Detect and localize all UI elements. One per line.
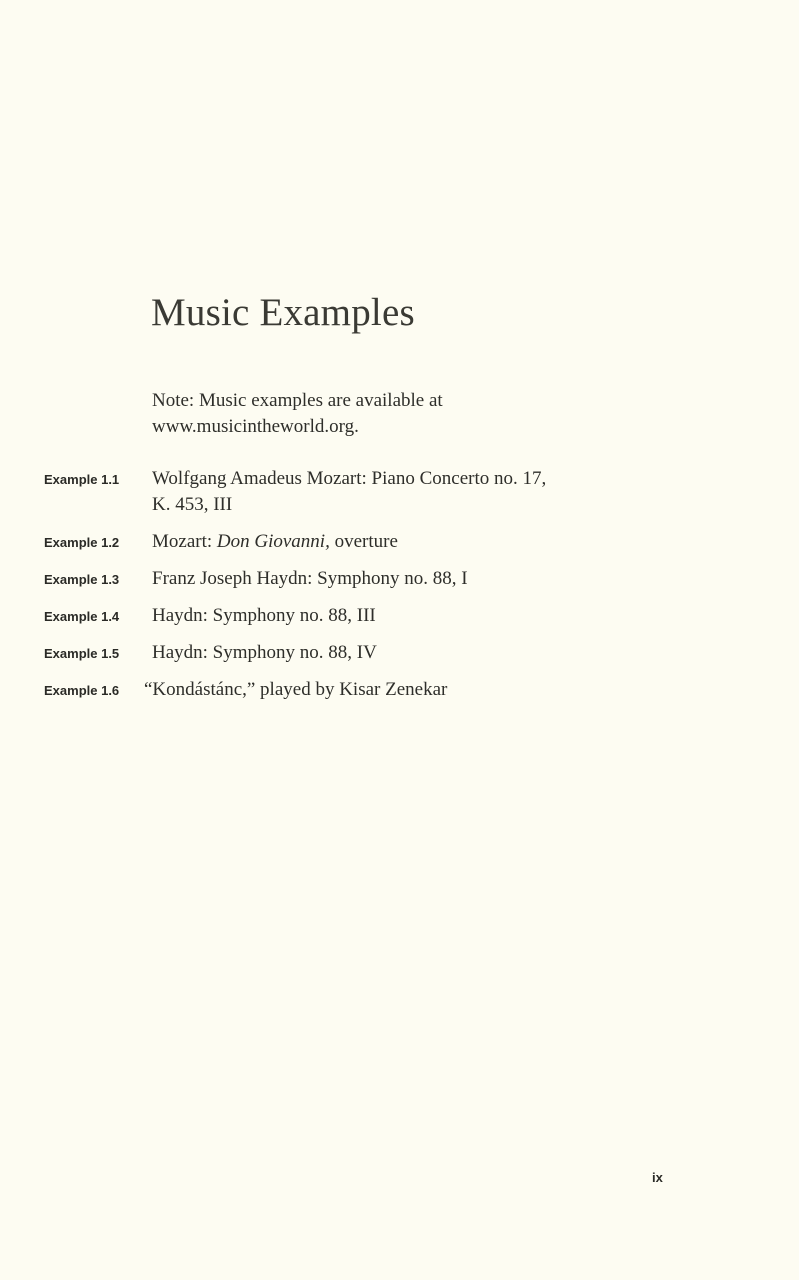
example-title: Franz Joseph Haydn: Symphony no. 88, I xyxy=(152,568,468,589)
example-title: “Kondástánc,” played by Kisar Zenekar xyxy=(144,679,448,700)
example-title-line: K. 453, III xyxy=(152,494,233,515)
note-line: Note: Music examples are available at xyxy=(152,390,443,411)
example-title-prefix: Mozart: xyxy=(152,531,217,552)
example-title xyxy=(152,529,612,555)
example-list xyxy=(0,466,799,714)
page-title: Music Examples xyxy=(151,291,415,334)
availability-note xyxy=(152,388,612,440)
example-title xyxy=(152,466,612,518)
example-label: Example 1.6 xyxy=(44,683,120,698)
example-item xyxy=(0,566,799,592)
example-title-italic: Don Giovanni, xyxy=(216,531,330,552)
example-title: Haydn: Symphony no. 88, III xyxy=(152,605,376,626)
example-item xyxy=(0,529,799,555)
example-label: Example 1.4 xyxy=(44,609,120,624)
note-url-line: www.musicintheworld.org. xyxy=(152,416,359,437)
example-item xyxy=(0,603,799,629)
example-title-suffix: overture xyxy=(329,531,398,552)
page-number: ix xyxy=(652,1170,663,1185)
example-label: Example 1.2 xyxy=(44,535,120,550)
example-title-line: Wolfgang Amadeus Mozart: Piano Concerto no. 17, xyxy=(152,468,547,489)
example-item xyxy=(0,466,799,518)
example-label: Example 1.3 xyxy=(44,572,120,587)
example-item xyxy=(0,677,799,703)
example-label: Example 1.1 xyxy=(44,472,120,487)
example-item xyxy=(0,640,799,666)
example-title: Haydn: Symphony no. 88, IV xyxy=(152,642,377,663)
example-label: Example 1.5 xyxy=(44,646,120,661)
